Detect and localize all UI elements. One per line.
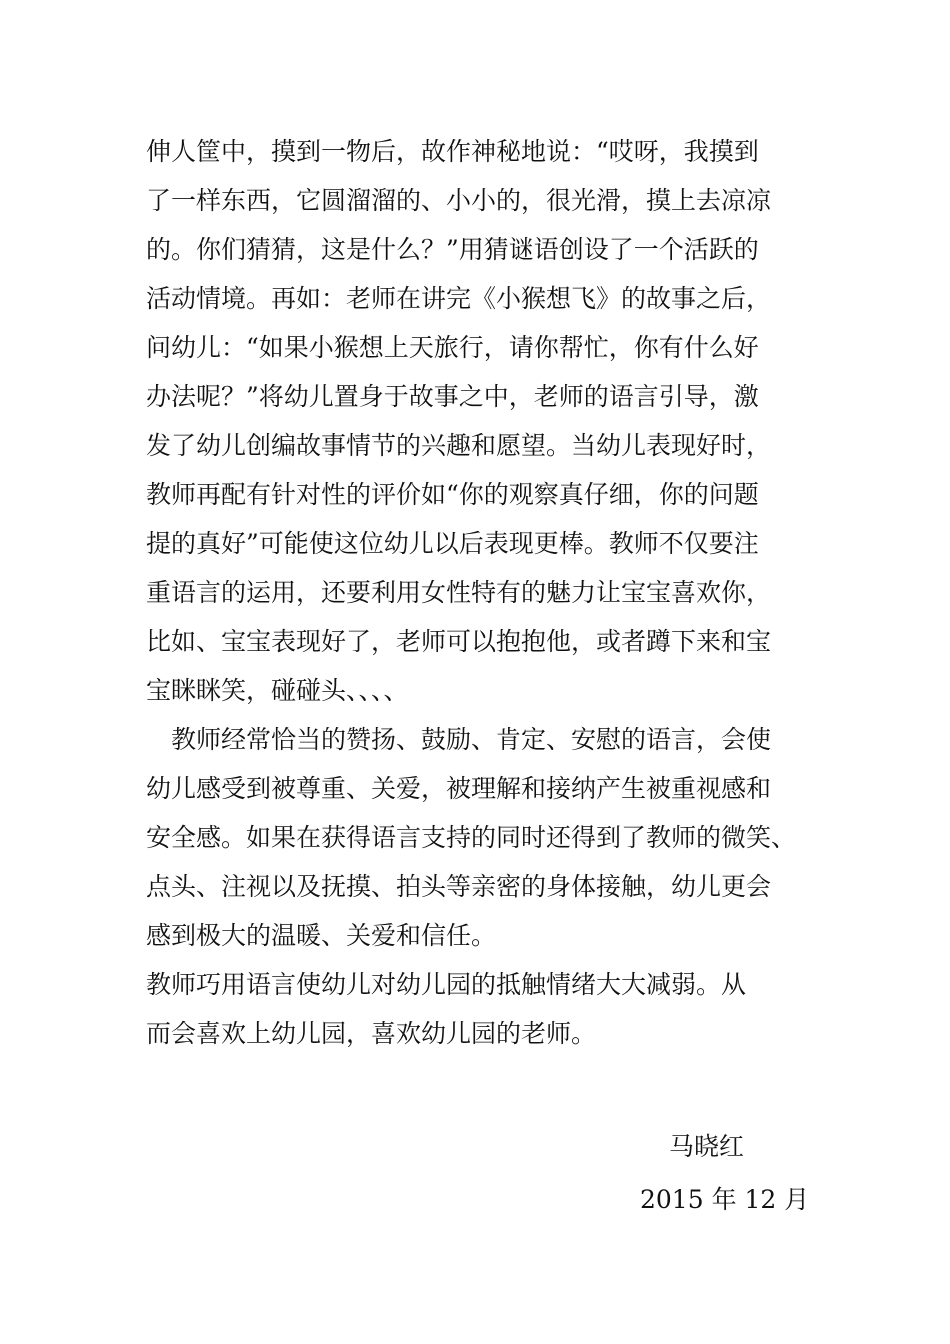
text-line: 活动情境。再如：老师在讲完《小猴想飞》的故事之后， <box>146 284 772 313</box>
signature-block <box>640 1122 840 1224</box>
text-line: 感到极大的温暖、关爱和信任。 <box>146 921 497 950</box>
signature-date: 2015 年 12 月 <box>640 1185 810 1214</box>
text-line: 教师巧用语言使幼儿对幼儿园的抵触情绪大大减弱。从 <box>146 970 747 999</box>
text-line: 点头、注视以及抚摸、拍头等亲密的身体接触，幼儿更会 <box>146 872 772 901</box>
text-line: 比如、宝宝表现好了，老师可以抱抱他，或者蹲下来和宝 <box>146 627 772 656</box>
text-line: 教师经常恰当的赞扬、鼓励、肯定、安慰的语言，会使 <box>146 725 772 754</box>
author-name: 马晓红 <box>669 1132 745 1161</box>
text-line: 伸人筐中，摸到一物后，故作神秘地说：“哎呀，我摸到 <box>146 137 759 166</box>
text-line: 教师再配有针对性的评价如“你的观察真仔细，你的问题 <box>146 480 759 509</box>
text-line: 重语言的运用，还要利用女性特有的魅力让宝宝喜欢你， <box>146 578 772 607</box>
text-line: 问幼儿：“如果小猴想上天旅行，请你帮忙，你有什么好 <box>146 333 759 362</box>
text-line: 的。你们猜猜，这是什么？”用猜谜语创设了一个活跃的 <box>146 235 759 264</box>
body-text <box>146 127 806 1058</box>
text-line: 发了幼儿创编故事情节的兴趣和愿望。当幼儿表现好时， <box>146 431 772 460</box>
text-line: 了一样东西，它圆溜溜的、小小的，很光滑，摸上去凉凉 <box>146 186 772 215</box>
text-line: 提的真好”可能使这位幼儿以后表现更棒。教师不仅要注 <box>146 529 759 558</box>
text-line: 安全感。如果在获得语言支持的同时还得到了教师的微笑、 <box>146 823 797 852</box>
text-line: 幼儿感受到被尊重、关爱，被理解和接纳产生被重视感和 <box>146 774 772 803</box>
text-line: 而会喜欢上幼儿园，喜欢幼儿园的老师。 <box>146 1019 597 1048</box>
text-line: 宝眯眯笑，碰碰头、、、、 <box>146 676 409 705</box>
text-line: 办法呢？”将幼儿置身于故事之中，老师的语言引导，激 <box>146 382 759 411</box>
